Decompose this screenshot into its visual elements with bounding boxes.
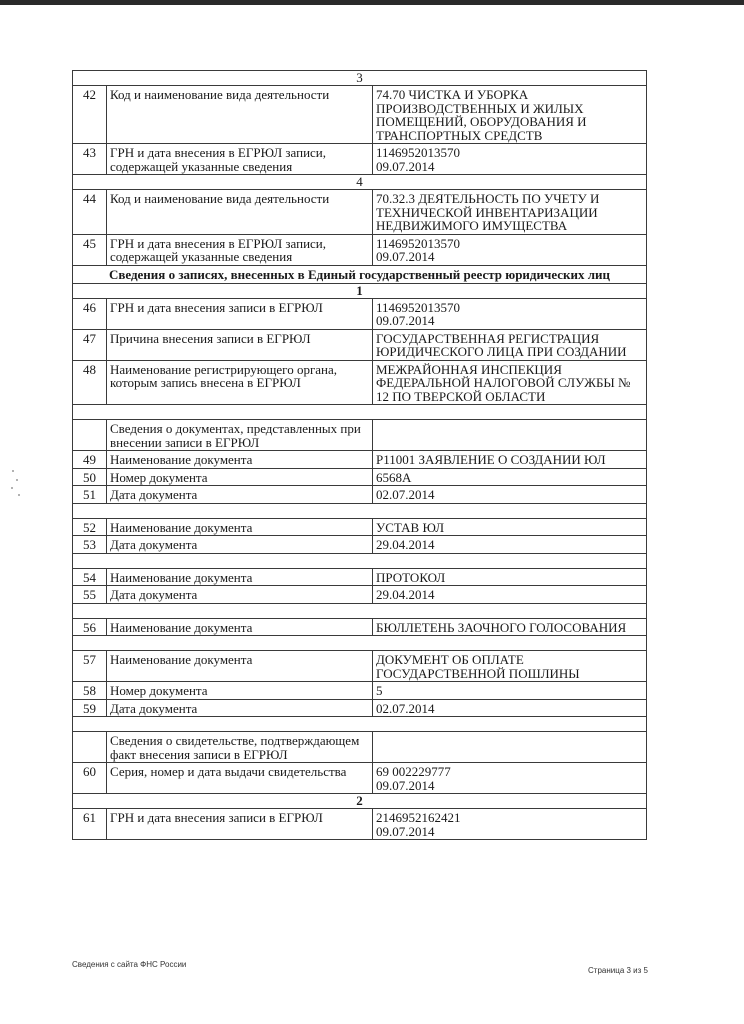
field-value: 29.04.2014: [373, 536, 647, 554]
scan-top-edge: [0, 0, 744, 5]
table-row: [73, 763, 647, 794]
blank-cell: [73, 405, 647, 420]
field-value: 1146952013570 09.07.2014: [373, 234, 647, 265]
field-value: 02.07.2014: [373, 699, 647, 717]
row-number: 50: [73, 468, 107, 486]
row-number: 45: [73, 234, 107, 265]
field-name: Дата документа: [107, 699, 373, 717]
row-number: 46: [73, 298, 107, 329]
field-name: Дата документа: [107, 536, 373, 554]
blank-cell: [73, 717, 647, 732]
table-row: [73, 618, 647, 636]
field-name: Сведения о свидетельстве, подтверждающем факт внесения записи в ЕГРЮЛ: [107, 732, 373, 763]
field-value: 6568А: [373, 468, 647, 486]
field-value: 02.07.2014: [373, 486, 647, 504]
field-name: Код и наименование вида деятельности: [107, 190, 373, 235]
field-name: ГРН и дата внесения записи в ЕГРЮЛ: [107, 298, 373, 329]
field-name: Наименование регистрирующего органа, которым запись внесена в ЕГРЮЛ: [107, 360, 373, 405]
row-number: 42: [73, 86, 107, 144]
group-number: 2: [73, 794, 647, 809]
group-number: 1: [73, 283, 647, 298]
section-header-row: [73, 265, 647, 283]
row-number: 48: [73, 360, 107, 405]
blank-cell: [73, 636, 647, 651]
field-value: ДОКУМЕНТ ОБ ОПЛАТЕ ГОСУДАРСТВЕННОЙ ПОШЛИНЫ: [373, 651, 647, 682]
blank-cell: [73, 503, 647, 518]
field-name: Наименование документа: [107, 618, 373, 636]
table-row: [73, 234, 647, 265]
table-row: [73, 86, 647, 144]
table-row: [73, 536, 647, 554]
table-row: [73, 468, 647, 486]
blank-row: [73, 553, 647, 568]
row-number: 44: [73, 190, 107, 235]
row-number: 58: [73, 682, 107, 700]
table-row: [73, 420, 647, 451]
row-number: 51: [73, 486, 107, 504]
row-number: 56: [73, 618, 107, 636]
row-number: [73, 420, 107, 451]
field-value: 70.32.3 ДЕЯТЕЛЬНОСТЬ ПО УЧЕТУ И ТЕХНИЧЕСКОЙ ИНВЕНТАРИЗАЦИИ НЕДВИЖИМОГО ИМУЩЕСТВА: [373, 190, 647, 235]
table-row: [73, 451, 647, 469]
row-number: 52: [73, 518, 107, 536]
field-name: ГРН и дата внесения в ЕГРЮЛ записи, содержащей указанные сведения: [107, 234, 373, 265]
table-body: [73, 71, 647, 840]
blank-row: [73, 603, 647, 618]
field-name: Номер документа: [107, 468, 373, 486]
table-row: [73, 329, 647, 360]
table-row: [73, 651, 647, 682]
field-name: Наименование документа: [107, 568, 373, 586]
field-name: Сведения о документах, представленных при внесении записи в ЕГРЮЛ: [107, 420, 373, 451]
row-number: 47: [73, 329, 107, 360]
footer-page-number: Страница 3 из 5: [588, 966, 648, 975]
group-separator-row: [73, 71, 647, 86]
scan-specks: [10, 470, 24, 500]
field-value: МЕЖРАЙОННАЯ ИНСПЕКЦИЯ ФЕДЕРАЛЬНОЙ НАЛОГОВОЙ СЛУЖБЫ № 12 ПО ТВЕРСКОЙ ОБЛАСТИ: [373, 360, 647, 405]
table-row: [73, 190, 647, 235]
field-value: 1146952013570 09.07.2014: [373, 298, 647, 329]
field-value: ПРОТОКОЛ: [373, 568, 647, 586]
row-number: 53: [73, 536, 107, 554]
row-number: 43: [73, 144, 107, 175]
row-number: 49: [73, 451, 107, 469]
field-name: Серия, номер и дата выдачи свидетельства: [107, 763, 373, 794]
field-value: 69 002229777 09.07.2014: [373, 763, 647, 794]
table-row: [73, 699, 647, 717]
blank-cell: [73, 603, 647, 618]
table-row: [73, 568, 647, 586]
field-name: Номер документа: [107, 682, 373, 700]
field-name: Код и наименование вида деятельности: [107, 86, 373, 144]
field-name: ГРН и дата внесения записи в ЕГРЮЛ: [107, 809, 373, 840]
table-row: [73, 298, 647, 329]
blank-cell: [73, 553, 647, 568]
group-separator-row: [73, 794, 647, 809]
row-number: [73, 732, 107, 763]
section-title: Сведения о записях, внесенных в Единый государственный реестр юридических лиц: [73, 265, 647, 283]
field-value: 2146952162421 09.07.2014: [373, 809, 647, 840]
table-row: [73, 360, 647, 405]
field-value: УСТАВ ЮЛ: [373, 518, 647, 536]
table-row: [73, 144, 647, 175]
blank-row: [73, 503, 647, 518]
blank-row: [73, 405, 647, 420]
table-row: [73, 682, 647, 700]
table-row: [73, 732, 647, 763]
field-value: Р11001 ЗАЯВЛЕНИЕ О СОЗДАНИИ ЮЛ: [373, 451, 647, 469]
field-value: 1146952013570 09.07.2014: [373, 144, 647, 175]
table-row: [73, 518, 647, 536]
field-value: ГОСУДАРСТВЕННАЯ РЕГИСТРАЦИЯ ЮРИДИЧЕСКОГО ЛИЦА ПРИ СОЗДАНИИ: [373, 329, 647, 360]
row-number: 59: [73, 699, 107, 717]
field-name: Наименование документа: [107, 518, 373, 536]
row-number: 61: [73, 809, 107, 840]
field-value: 5: [373, 682, 647, 700]
field-name: Дата документа: [107, 586, 373, 604]
field-value: 29.04.2014: [373, 586, 647, 604]
field-name: Дата документа: [107, 486, 373, 504]
table-row: [73, 809, 647, 840]
blank-row: [73, 717, 647, 732]
footer-source: Сведения с сайта ФНС России: [72, 960, 187, 969]
field-value: [373, 420, 647, 451]
field-value: БЮЛЛЕТЕНЬ ЗАОЧНОГО ГОЛОСОВАНИЯ: [373, 618, 647, 636]
field-value: [373, 732, 647, 763]
group-separator-row: [73, 175, 647, 190]
group-number: 4: [73, 175, 647, 190]
table-row: [73, 586, 647, 604]
field-name: Причина внесения записи в ЕГРЮЛ: [107, 329, 373, 360]
blank-row: [73, 636, 647, 651]
field-name: Наименование документа: [107, 651, 373, 682]
table-row: [73, 486, 647, 504]
row-number: 57: [73, 651, 107, 682]
group-separator-row: [73, 283, 647, 298]
field-name: Наименование документа: [107, 451, 373, 469]
row-number: 55: [73, 586, 107, 604]
egrul-table: [72, 70, 647, 840]
row-number: 60: [73, 763, 107, 794]
field-name: ГРН и дата внесения в ЕГРЮЛ записи, содержащей указанные сведения: [107, 144, 373, 175]
group-number: 3: [73, 71, 647, 86]
field-value: 74.70 ЧИСТКА И УБОРКА ПРОИЗВОДСТВЕННЫХ И ЖИЛЫХ ПОМЕЩЕНИЙ, ОБОРУДОВАНИЯ И ТРАНСПОРТНЫХ СРЕДСТВ: [373, 86, 647, 144]
row-number: 54: [73, 568, 107, 586]
